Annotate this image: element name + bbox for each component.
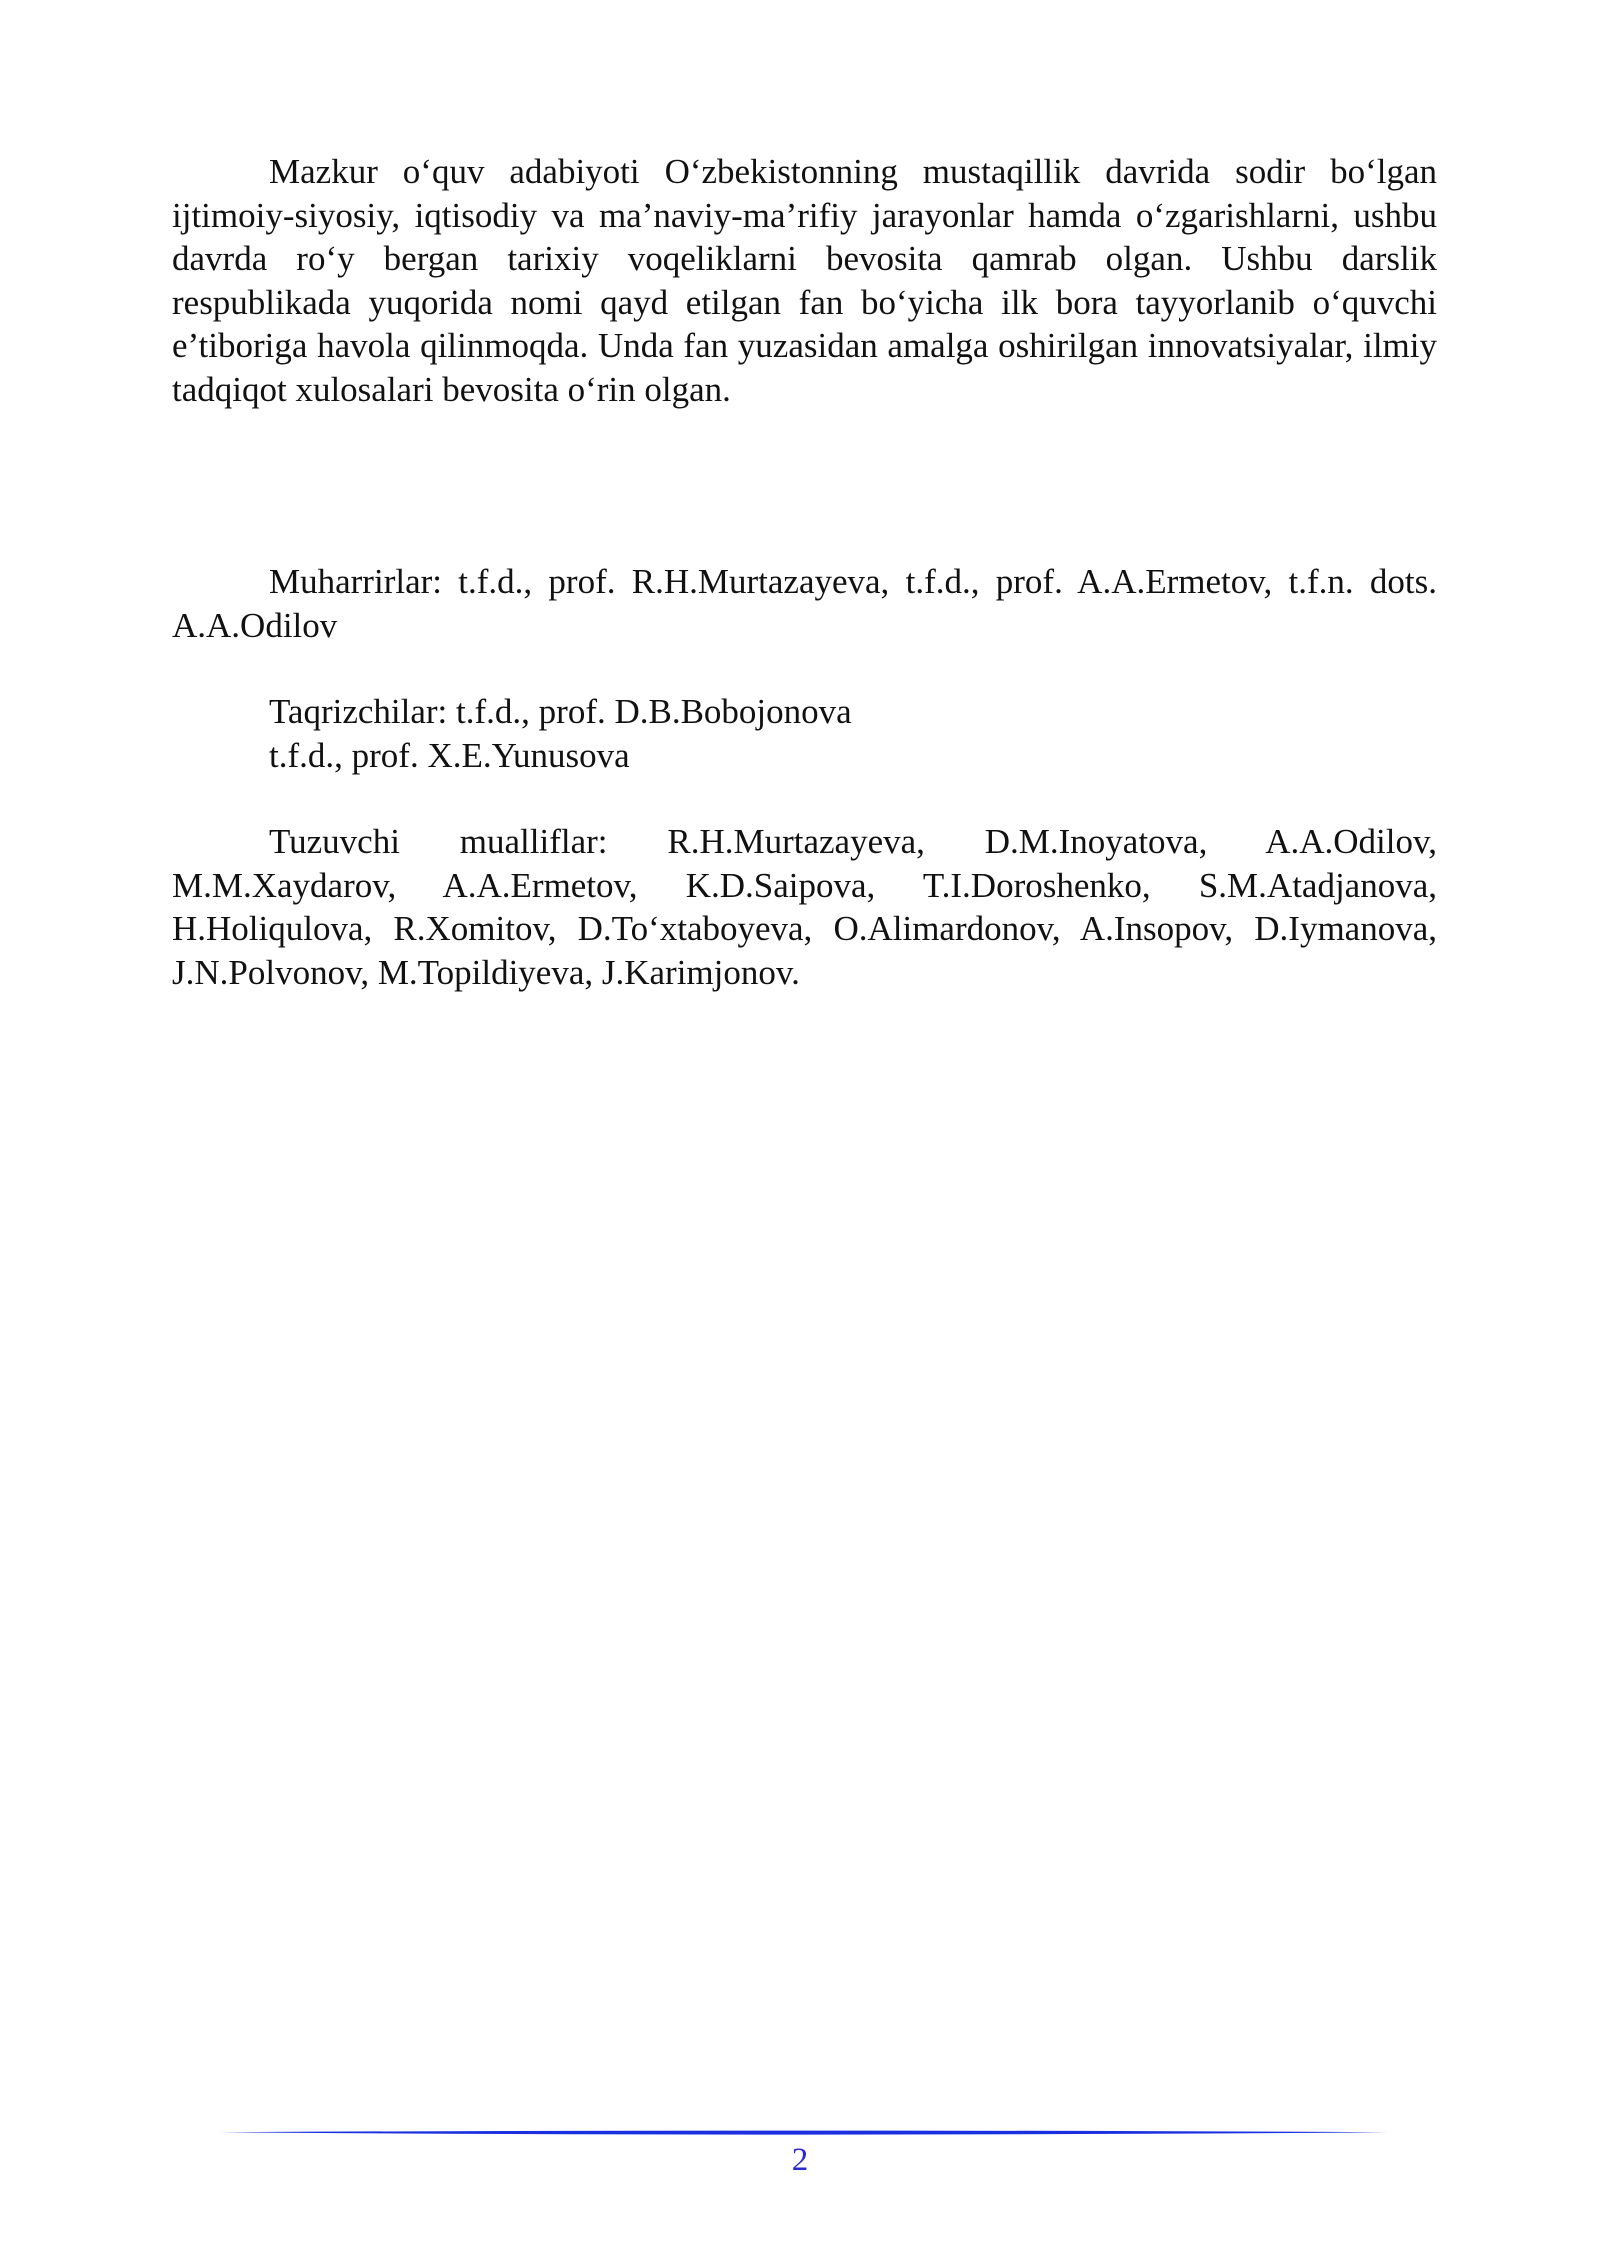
editors-paragraph: Muharrirlar: t.f.d., prof. R.H.Murtazayeva, t.f.d., prof. A.A.Ermetov, t.f.n. dots. A.A.Odilov bbox=[172, 562, 1437, 645]
reviewers-line-2: t.f.d., prof. X.E.Yunusova bbox=[269, 735, 630, 775]
authors-paragraph: Tuzuvchi mualliflar: R.H.Murtazayeva, D.M.Inoyatova, A.A.Odilov, M.M.Xaydarov, A.A.Ermetov, K.D.Saipova, T.I.Doroshenko, S.M.Atadjanova, H.Holiqulova, R.Xomitov, D.To‘xtaboyeva, O.Alimardonov, A.Insopov, D.Iymanova, J.N.Polvonov, M.Topildiyeva, J.Karimjonov. bbox=[172, 822, 1437, 992]
page-number: 2 bbox=[791, 2142, 809, 2178]
reviewers-line-1: Taqrizchilar: t.f.d., prof. D.B.Bobojonova bbox=[269, 692, 852, 731]
reviewers-block bbox=[172, 690, 1437, 777]
abstract-paragraph: Mazkur o‘quv adabiyoti O‘zbekistonning mustaqillik davrida sodir bo‘lgan ijtimoiy-siyosiy, iqtisodiy va ma’naviy-ma’rifiy jarayonlar hamda o‘zgarishlarni, ushbu davrda ro‘y bergan tarixiy voqeliklarni bevosita qamrab olgan. Ushbu darslik respublikada yuqorida nomi qayd etilgan fan bo‘yicha ilk bora tayyorlanib o‘quvchi e’tiboriga havola qilinmoqda. Unda fan yuzasidan amalga oshirilgan innovatsiyalar, ilmiy tadqiqot xulosalari bevosita o‘rin olgan. bbox=[172, 152, 1437, 409]
footer-divider bbox=[220, 2129, 1388, 2137]
page-content bbox=[172, 150, 1437, 994]
